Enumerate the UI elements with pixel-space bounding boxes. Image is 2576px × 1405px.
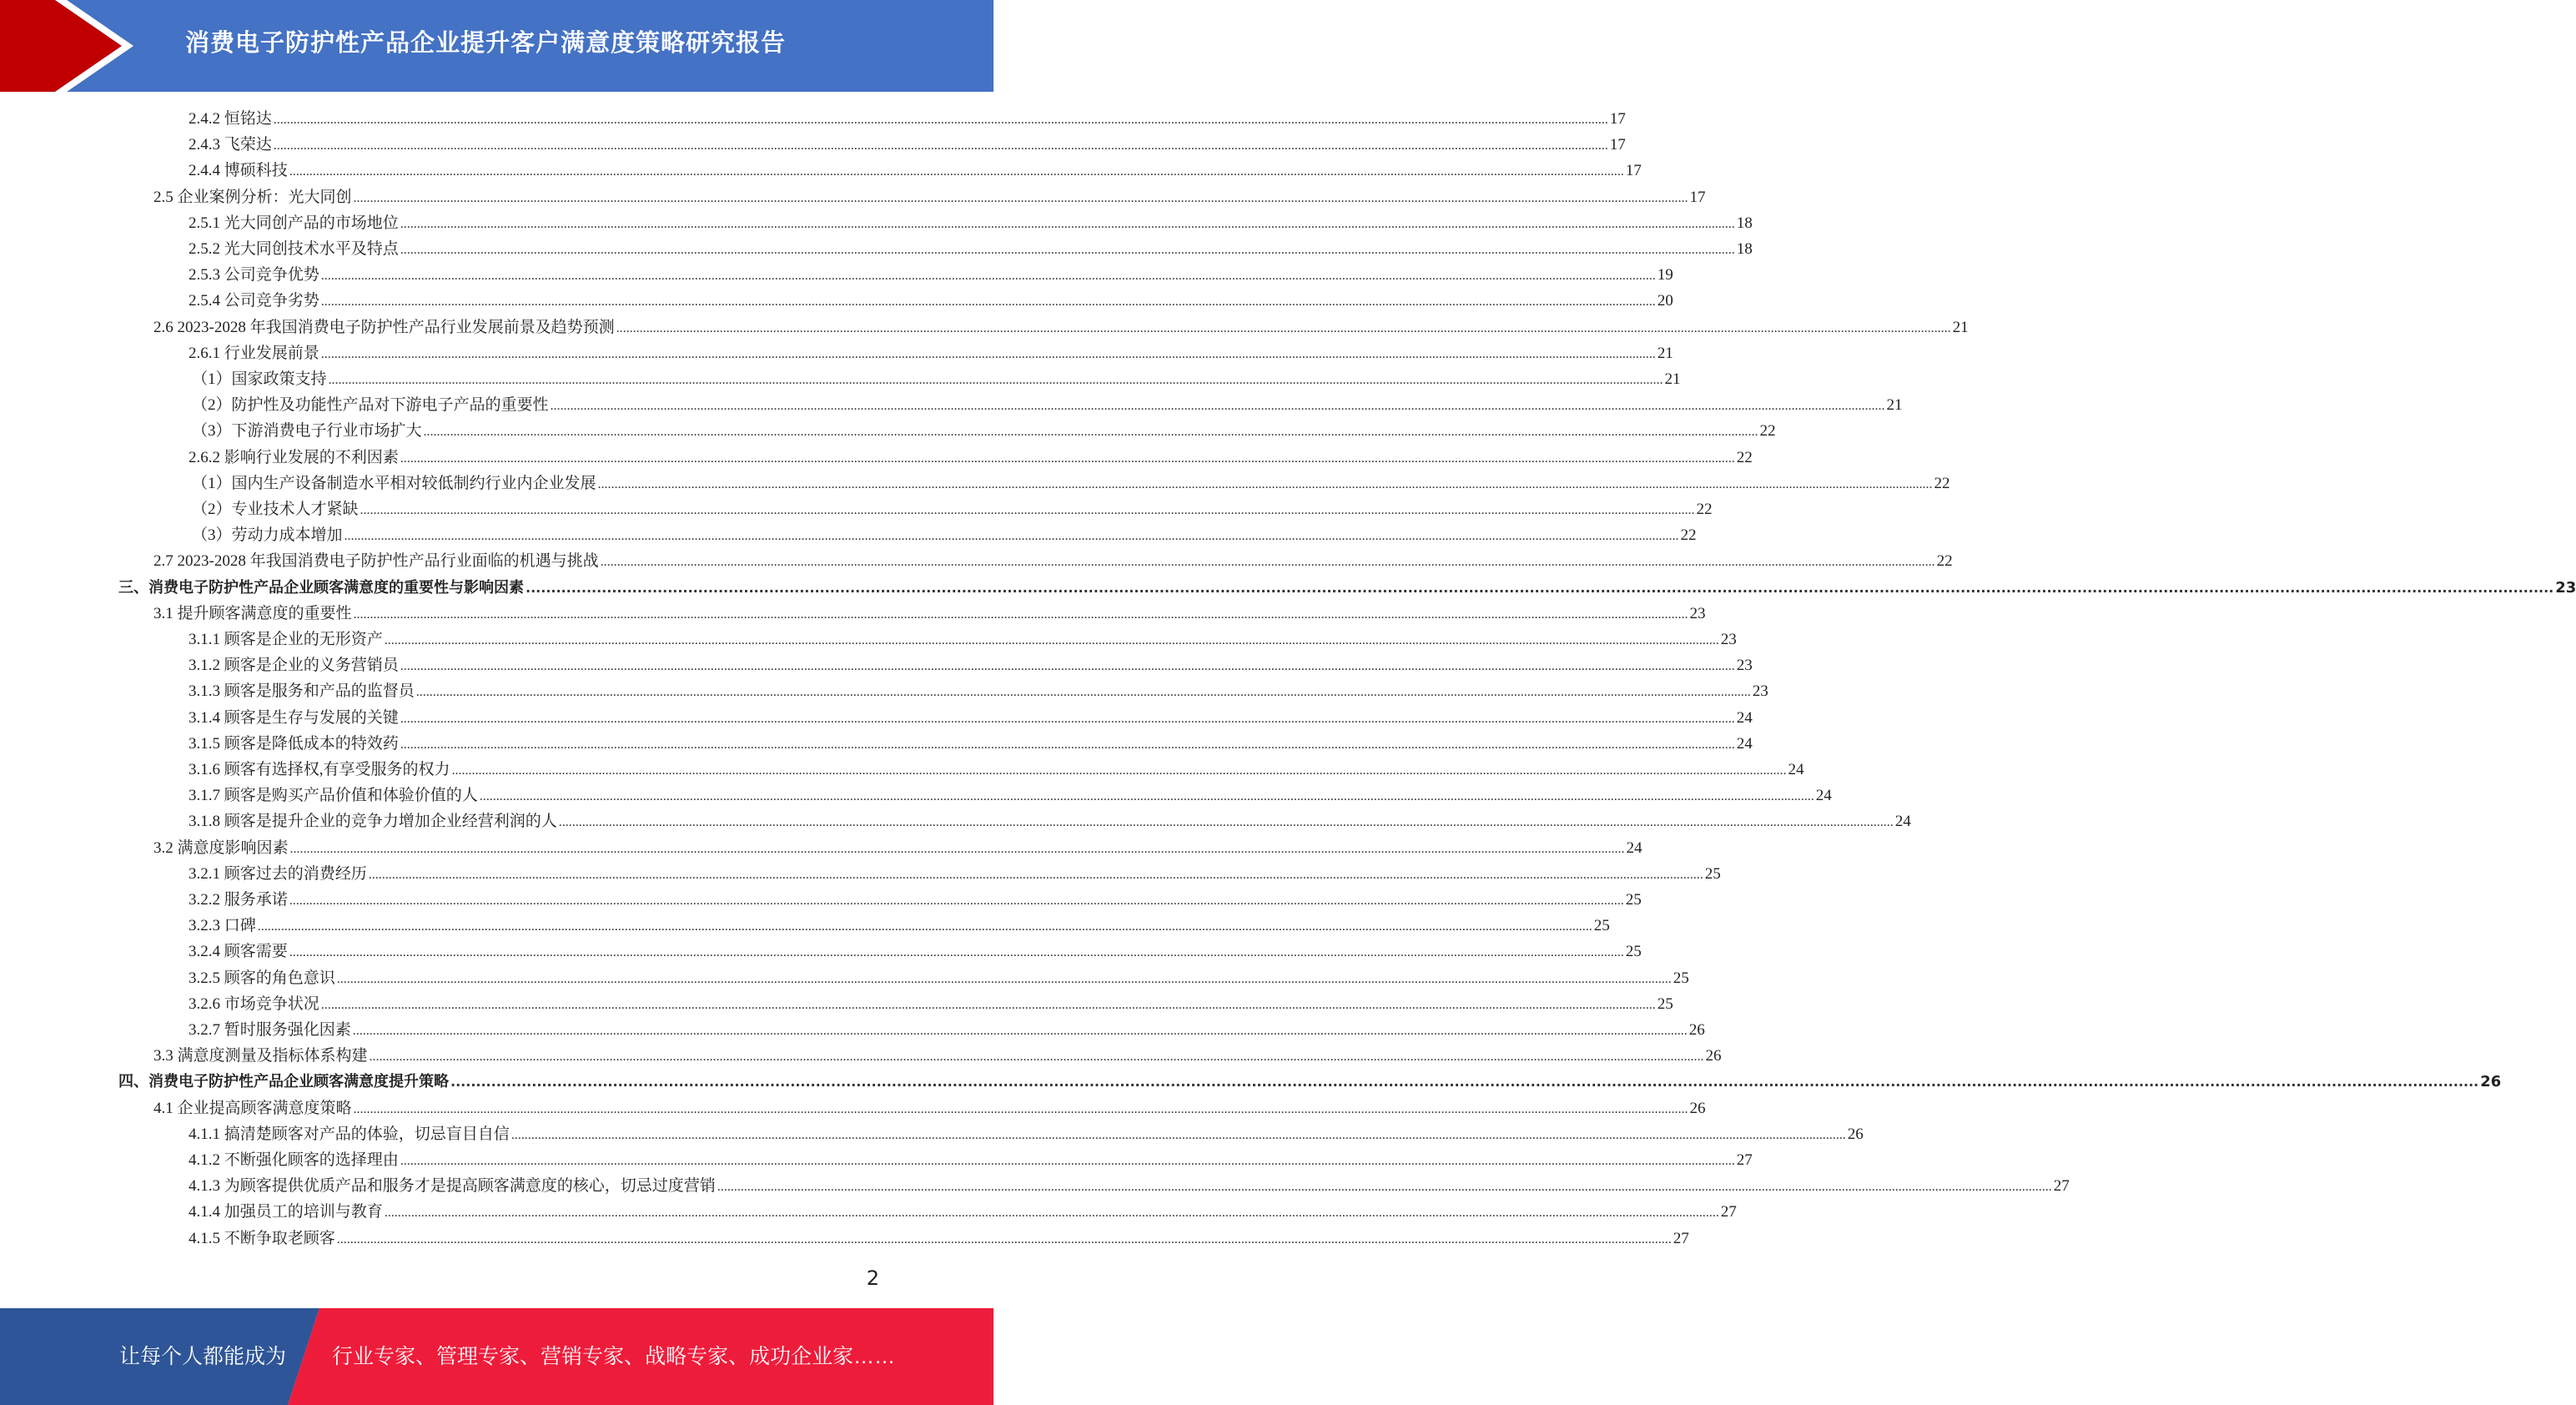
toc-entry-title: 3.1.4 顾客是生存与发展的关键 (189, 708, 399, 727)
toc-dot-leader: ................................................................................................................................................................................................................................................................................................................................................................................................................ (289, 945, 1624, 960)
toc-entry[interactable] (189, 133, 1626, 158)
toc-entry-page: 22 (1934, 474, 1950, 492)
footer-slogan-left: 让每个人都能成为 (119, 1345, 287, 1368)
toc-entry[interactable] (153, 549, 1953, 574)
toc-entry-page: 24 (1815, 787, 1832, 805)
toc-entry-title: 3.2.5 顾客的角色意识 (189, 969, 335, 987)
toc-entry[interactable] (189, 341, 1673, 366)
toc-entry[interactable] (192, 523, 1697, 548)
toc-dot-leader: ................................................................................................................................................................................................................................................................................................................................................................................................................ (597, 476, 1933, 491)
toc-entry-title: 3.1.3 顾客是服务和产品的监督员 (189, 682, 415, 701)
toc-entry-page: 26 (2480, 1073, 2502, 1091)
toc-entry-page: 27 (2053, 1177, 2070, 1196)
toc-entry-page: 24 (1736, 708, 1753, 727)
toc-entry-page: 23 (1752, 682, 1768, 701)
toc-entry-title: 2.5.2 光大同创技术水平及特点 (189, 240, 399, 258)
toc-entry[interactable] (189, 446, 1753, 471)
toc-entry[interactable] (189, 679, 1768, 704)
toc-entry-page: 21 (1664, 370, 1681, 388)
toc-dot-leader: ................................................................................................................................................................................................................................................................................................................................................................................................................ (717, 1180, 2052, 1195)
toc-entry-page: 24 (1894, 813, 1911, 831)
toc-entry-title: 3.1.6 顾客有选择权,有享受服务的权力 (189, 761, 450, 778)
toc-dot-leader: ................................................................................................................................................................................................................................................................................................................................................................................................................ (320, 269, 1656, 284)
toc-entry-title: 3.1.8 顾客是提升企业的竞争力增加企业经营利润的人 (189, 813, 557, 831)
toc-entry[interactable] (189, 888, 1642, 913)
toc-dot-leader: ................................................................................................................................................................................................................................................................................................................................................................................................................ (328, 373, 1663, 387)
toc-entry-title: 3.2.3 口碑 (189, 917, 256, 935)
toc-entry[interactable] (189, 237, 1753, 262)
toc-entry-page: 17 (1689, 188, 1706, 206)
toc-dot-leader: ................................................................................................................................................................................................................................................................................................................................................................................................................ (289, 894, 1624, 908)
toc-entry[interactable] (189, 1226, 1689, 1251)
toc-entry-page: 17 (1609, 136, 1626, 154)
toc-entry-title: 3.1.2 顾客是企业的义务营销员 (189, 657, 399, 675)
toc-entry[interactable] (192, 497, 1713, 522)
toc-entry[interactable] (189, 732, 1753, 757)
toc-entry-title: （2）专业技术人才紧缺 (192, 501, 359, 518)
toc-entry-page: 22 (1736, 448, 1753, 466)
toc-entry-page: 26 (1847, 1125, 1864, 1143)
toc-entry-page: 26 (1688, 1021, 1705, 1039)
toc-entry-title: 2.4.4 博硕科技 (189, 162, 288, 180)
toc-dot-leader: ................................................................................................................................................................................................................................................................................................................................................................................................................ (360, 503, 1695, 517)
toc-entry-page: 23 (1736, 657, 1753, 675)
toc-entry[interactable] (189, 1174, 2070, 1199)
toc-dot-leader: ................................................................................................................................................................................................................................................................................................................................................................................................................ (479, 789, 1814, 804)
toc-entry-title: 2.5.1 光大同创产品的市场地位 (189, 214, 399, 232)
toc-entry-title: （3）劳动力成本增加 (192, 526, 343, 545)
toc-entry[interactable] (118, 576, 2576, 601)
toc-entry[interactable] (153, 185, 1706, 210)
toc-entry[interactable] (189, 809, 1911, 834)
toc-dot-leader: ................................................................................................................................................................................................................................................................................................................................................................................................................ (353, 1101, 1688, 1116)
toc-dot-leader: ................................................................................................................................................................................................................................................................................................................................................................................................................ (423, 425, 1758, 440)
toc-entry-page: 21 (1657, 344, 1673, 362)
toc-entry-title: （2）防护性及功能性产品对下游电子产品的重要性 (192, 396, 549, 415)
toc-entry-title: 2.4.3 飞荣达 (189, 136, 272, 154)
toc-dot-leader: ................................................................................................................................................................................................................................................................................................................................................................................................................ (289, 164, 1624, 179)
toc-entry-title: 4.1.1 搞清楚顾客对产品的体验，切忌盲目自信 (189, 1125, 510, 1143)
page-footer (0, 1308, 994, 1405)
toc-entry-title: 2.4.2 恒铭达 (189, 110, 272, 128)
toc-dot-leader: ................................................................................................................................................................................................................................................................................................................................................................................................................ (273, 138, 1608, 154)
toc-entry-title: 2.5.4 公司竞争劣势 (189, 292, 319, 310)
toc-entry[interactable] (189, 862, 1721, 887)
toc-entry-title: 2.7 2023-2028 年我国消费电子防护性产品行业面临的机遇与挑战 (153, 552, 599, 571)
toc-dot-leader: ................................................................................................................................................................................................................................................................................................................................................................................................................ (289, 841, 1625, 856)
toc-entry-page: 19 (1657, 266, 1673, 285)
toc-entry[interactable] (189, 992, 1673, 1017)
toc-entry-title: 3.1.7 顾客是购买产品价值和体验价值的人 (189, 787, 478, 805)
toc-entry[interactable] (189, 289, 1673, 314)
footer-slogan-right: 行业专家、管理专家、营销专家、战略专家、成功企业家…… (332, 1345, 896, 1368)
toc-entry-page: 22 (1696, 501, 1713, 518)
toc-dot-leader: ................................................................................................................................................................................................................................................................................................................................................................................................................ (616, 320, 1951, 335)
toc-entry[interactable] (189, 1122, 1864, 1147)
toc-dot-leader: ................................................................................................................................................................................................................................................................................................................................................................................................................ (384, 633, 1719, 647)
toc-entry-title: 2.5.3 公司竞争优势 (189, 266, 319, 285)
toc-entry-title: 3.2.2 服务承诺 (189, 891, 288, 909)
toc-entry-page: 25 (1625, 891, 1642, 909)
toc-entry-page: 24 (1736, 734, 1753, 753)
toc-entry[interactable] (192, 471, 1950, 496)
toc-entry-title: （1）国内生产设备制造水平相对较低制约行业内企业发展 (192, 474, 596, 492)
report-title: 消费电子防护性产品企业提升客户满意度策略研究报告 (185, 28, 787, 57)
toc-entry-page: 26 (1705, 1047, 1722, 1065)
toc-dot-leader: ................................................................................................................................................................................................................................................................................................................................................................................................................ (353, 607, 1688, 622)
toc-dot-leader: ................................................................................................................................................................................................................................................................................................................................................................................................................ (400, 216, 1735, 231)
toc-dot-leader: ................................................................................................................................................................................................................................................................................................................................................................................................................ (344, 529, 1679, 544)
toc-entry[interactable] (189, 1200, 1737, 1225)
toc-dot-leader: ................................................................................................................................................................................................................................................................................................................................................................................................................ (600, 555, 1935, 570)
toc-dot-leader: ................................................................................................................................................................................................................................................................................................................................................................................................................ (320, 346, 1656, 361)
toc-dot-leader: ................................................................................................................................................................................................................................................................................................................................................................................................................ (273, 113, 1608, 127)
toc-entry[interactable] (153, 315, 1969, 340)
toc-entry-page: 25 (1673, 969, 1689, 987)
toc-dot-leader: ................................................................................................................................................................................................................................................................................................................................................................................................................ (400, 737, 1735, 752)
toc-dot-leader: ................................................................................................................................................................................................................................................................................................................................................................................................................ (352, 1024, 1688, 1038)
toc-entry[interactable] (189, 939, 1642, 964)
toc-entry-page: 21 (1952, 318, 1969, 336)
toc-entry[interactable] (153, 1044, 1722, 1069)
toc-entry-page: 24 (1788, 761, 1804, 778)
toc-entry-page: 23 (1689, 604, 1706, 622)
header-arrow-decoration (0, 0, 133, 92)
toc-entry-page: 21 (1886, 396, 1903, 415)
toc-entry[interactable] (189, 966, 1689, 991)
toc-entry-title: 3.2 满意度影响因素 (153, 838, 289, 857)
toc-dot-leader: ................................................................................................................................................................................................................................................................................................................................................................................................................ (400, 659, 1735, 674)
toc-entry[interactable] (189, 653, 1753, 678)
toc-entry[interactable] (189, 1018, 1705, 1043)
toc-entry-page: 17 (1625, 162, 1642, 180)
toc-entry-title: （1）国家政策支持 (192, 370, 327, 388)
toc-dot-leader: ................................................................................................................................................................................................................................................................................................................................................................................................................ (526, 579, 2554, 596)
toc-entry-title: 3.2.1 顾客过去的消费经历 (189, 864, 367, 883)
toc-entry-title: 3.1 提升顾客满意度的重要性 (153, 604, 352, 622)
toc-dot-leader: ................................................................................................................................................................................................................................................................................................................................................................................................................ (384, 1206, 1719, 1221)
toc-entry-page: 25 (1593, 917, 1610, 935)
toc-entry-title: 4.1.4 加强员工的培训与教育 (189, 1203, 383, 1221)
toc-dot-leader: ................................................................................................................................................................................................................................................................................................................................................................................................................ (450, 1074, 2479, 1090)
toc-entry[interactable] (189, 706, 1753, 731)
toc-entry[interactable] (189, 263, 1673, 288)
toc-entry-page: 22 (1759, 422, 1776, 441)
toc-dot-leader: ................................................................................................................................................................................................................................................................................................................................................................................................................ (400, 451, 1735, 466)
toc-entry-title: 4.1.5 不断争取老顾客 (189, 1229, 335, 1247)
toc-entry[interactable] (118, 1070, 2502, 1095)
toc-entry[interactable] (189, 627, 1737, 652)
toc-entry-page: 27 (1720, 1203, 1737, 1221)
toc-dot-leader: ................................................................................................................................................................................................................................................................................................................................................................................................................ (353, 190, 1688, 205)
toc-entry[interactable] (153, 836, 1643, 861)
toc-entry-title: 3.1.1 顾客是企业的无形资产 (189, 631, 383, 648)
toc-entry-page: 24 (1626, 838, 1643, 857)
toc-dot-leader: ................................................................................................................................................................................................................................................................................................................................................................................................................ (336, 1231, 1672, 1246)
toc-entry[interactable] (192, 419, 1776, 444)
toc-entry[interactable] (189, 783, 1832, 808)
toc-entry-title: 3.2.6 市场竞争状况 (189, 995, 319, 1013)
toc-entry-page: 17 (1609, 110, 1626, 128)
toc-entry-page: 18 (1736, 214, 1753, 232)
toc-dot-leader: ................................................................................................................................................................................................................................................................................................................................................................................................................ (369, 1050, 1704, 1065)
toc-entry-title: 3.3 满意度测量及指标体系构建 (153, 1047, 368, 1065)
toc-entry-page: 27 (1673, 1229, 1689, 1247)
page-number: 2 (866, 1267, 879, 1290)
toc-entry-page: 25 (1704, 864, 1721, 883)
toc-entry[interactable] (189, 914, 1610, 939)
toc-entry[interactable] (192, 393, 1903, 418)
toc-entry[interactable] (189, 211, 1753, 236)
toc-entry-page: 22 (1936, 552, 1953, 571)
toc-entry-title: 三、消费电子防护性产品企业顾客满意度的重要性与影响因素 (118, 578, 524, 597)
toc-entry-page: 23 (2555, 578, 2576, 597)
toc-entry-title: 4.1.2 不断强化顾客的选择理由 (189, 1151, 399, 1169)
toc-entry-title: 3.2.4 顾客需要 (189, 943, 288, 961)
toc-entry-page: 25 (1657, 995, 1673, 1013)
toc-dot-leader: ................................................................................................................................................................................................................................................................................................................................................................................................................ (320, 997, 1656, 1012)
toc-dot-leader: ................................................................................................................................................................................................................................................................................................................................................................................................................ (336, 971, 1672, 986)
page-header (0, 0, 994, 92)
toc-entry-title: 2.6 2023-2028 年我国消费电子防护性产品行业发展前景及趋势预测 (153, 318, 615, 336)
toc-entry-title: 2.6.2 影响行业发展的不利因素 (189, 448, 399, 466)
toc-entry-title: 3.1.5 顾客是降低成本的特效药 (189, 734, 399, 753)
toc-dot-leader: ................................................................................................................................................................................................................................................................................................................................................................................................................ (257, 919, 1592, 934)
toc-entry-page: 18 (1736, 240, 1753, 258)
toc-entry-title: （3）下游消费电子行业市场扩大 (192, 422, 422, 441)
toc-dot-leader: ................................................................................................................................................................................................................................................................................................................................................................................................................ (511, 1127, 1846, 1142)
toc-entry-page: 23 (1720, 631, 1737, 648)
toc-entry-title: 四、消费电子防护性产品企业顾客满意度提升策略 (118, 1073, 449, 1091)
toc-dot-leader: ................................................................................................................................................................................................................................................................................................................................................................................................................ (550, 399, 1885, 414)
toc-entry-page: 20 (1657, 292, 1673, 310)
toc-dot-leader: ................................................................................................................................................................................................................................................................................................................................................................................................................ (400, 711, 1735, 726)
toc-entry[interactable] (189, 758, 1804, 783)
toc-dot-leader: ................................................................................................................................................................................................................................................................................................................................................................................................................ (415, 685, 1751, 700)
toc-entry-page: 27 (1736, 1151, 1753, 1169)
toc-entry-page: 26 (1689, 1099, 1706, 1117)
toc-entry-page: 25 (1625, 943, 1642, 961)
toc-entry-title: 4.1 企业提高顾客满意度策略 (153, 1099, 352, 1117)
toc-dot-leader: ................................................................................................................................................................................................................................................................................................................................................................................................................ (400, 243, 1735, 257)
toc-entry-title: 4.1.3 为顾客提供优质产品和服务才是提高顾客满意度的核心，切忌过度营销 (189, 1177, 716, 1196)
toc-entry[interactable] (189, 107, 1626, 132)
toc-dot-leader: ................................................................................................................................................................................................................................................................................................................................................................................................................ (320, 295, 1656, 310)
toc-entry-page: 22 (1680, 526, 1697, 545)
toc-entry-title: 2.6.1 行业发展前景 (189, 344, 319, 362)
toc-entry[interactable] (189, 1148, 1753, 1173)
toc-entry[interactable] (153, 602, 1706, 627)
toc-dot-leader: ................................................................................................................................................................................................................................................................................................................................................................................................................ (451, 763, 1787, 778)
toc-dot-leader: ................................................................................................................................................................................................................................................................................................................................................................................................................ (400, 1154, 1735, 1168)
toc-entry-title: 2.5 企业案例分析：光大同创 (153, 188, 352, 206)
toc-entry[interactable] (192, 367, 1681, 392)
toc-entry[interactable] (153, 1096, 1706, 1121)
toc-dot-leader: ................................................................................................................................................................................................................................................................................................................................................................................................................ (558, 815, 1894, 830)
toc-entry[interactable] (189, 159, 1642, 184)
toc-dot-leader: ................................................................................................................................................................................................................................................................................................................................................................................................................ (368, 867, 1703, 882)
toc-entry-title: 3.2.7 暂时服务强化因素 (189, 1021, 351, 1039)
